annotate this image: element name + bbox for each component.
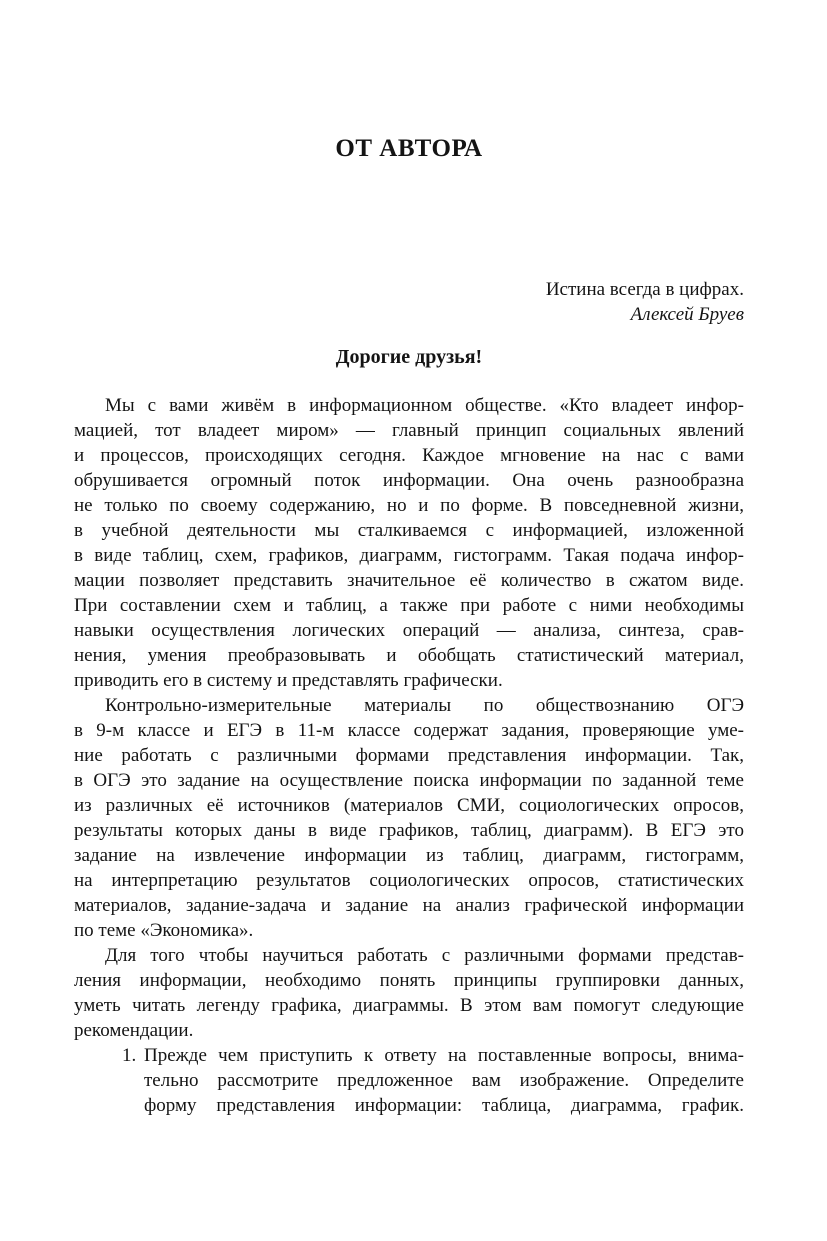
text-line: Контрольно-измерительные материалы по обществознанию ОГЭ <box>105 695 744 716</box>
text-line: в 9-м классе и ЕГЭ в 11-м классе содержат задания, проверяющие уме- <box>74 720 744 741</box>
paragraph-2 <box>74 693 744 943</box>
text-line: тельно рассмотрите предложенное вам изображение. Определите <box>144 1070 744 1091</box>
list-item-number: 1. <box>122 1045 137 1066</box>
book-page <box>74 0 744 1118</box>
text-line: в виде таблиц, схем, графиков, диаграмм, гистограмм. Такая подача инфор- <box>74 545 744 566</box>
epigraph <box>74 277 744 327</box>
body-text <box>74 393 744 1118</box>
text-line: и процессов, происходящих сегодня. Каждое мгновение на нас с вами <box>74 445 744 466</box>
text-line: форму представления информации: таблица, диаграмма, график. <box>144 1095 744 1116</box>
epigraph-author: Алексей Бруев <box>630 304 744 325</box>
text-line: по теме «Экономика». <box>74 920 254 941</box>
text-line: Прежде чем приступить к ответу на поставленные вопросы, внима- <box>144 1045 744 1066</box>
text-line: материалов, задание-задача и задание на анализ графической информации <box>74 895 744 916</box>
text-line: не только по своему содержанию, но и по форме. В повседневной жизни, <box>74 495 744 516</box>
text-line: результаты которых даны в виде графиков, таблиц, диаграмм). В ЕГЭ это <box>74 820 744 841</box>
salutation-heading: Дорогие друзья! <box>335 346 483 368</box>
text-line: в ОГЭ это задание на осуществление поиска информации по заданной теме <box>74 770 744 791</box>
text-line: При составлении схем и таблиц, а также при работе с ними необходимы <box>74 595 744 616</box>
text-line: задание на извлечение информации из таблиц, диаграмм, гистограмм, <box>74 845 744 866</box>
text-line: приводить его в систему и представлять графически. <box>74 670 503 691</box>
page-title: ОТ АВТОРА <box>335 135 483 162</box>
text-line: мацией, тот владеет миром» — главный принцип социальных явлений <box>74 420 744 441</box>
epigraph-quote: Истина всегда в цифрах. <box>545 279 744 300</box>
text-line: нения, умения преобразовывать и обобщать статистический материал, <box>74 645 744 666</box>
text-line: навыки осуществления логических операций — анализа, синтеза, срав- <box>74 620 744 641</box>
paragraph-1 <box>74 393 744 693</box>
text-line: в учебной деятельности мы сталкиваемся с информацией, изложенной <box>74 520 744 541</box>
text-line: Мы с вами живём в информационном обществе. «Кто владеет инфор- <box>105 395 744 416</box>
list-item-text <box>144 1043 744 1118</box>
paragraph-3 <box>74 943 744 1043</box>
text-line: на интерпретацию результатов социологических опросов, статистических <box>74 870 744 891</box>
text-line: ления информации, необходимо понять принципы группировки данных, <box>74 970 744 991</box>
text-line: уметь читать легенду графика, диаграммы. В этом вам помогут следующие <box>74 995 744 1016</box>
text-line: мации позволяет представить значительное её количество в сжатом виде. <box>74 570 744 591</box>
text-line: обрушивается огромный поток информации. Она очень разнообразна <box>74 470 744 491</box>
text-line: рекомендации. <box>74 1020 194 1041</box>
text-line: ние работать с различными формами представления информации. Так, <box>74 745 744 766</box>
text-line: из различных её источников (материалов СМИ, социологических опросов, <box>74 795 744 816</box>
numbered-list-item-1 <box>74 1043 744 1118</box>
text-line: Для того чтобы научиться работать с различными формами представ- <box>105 945 744 966</box>
